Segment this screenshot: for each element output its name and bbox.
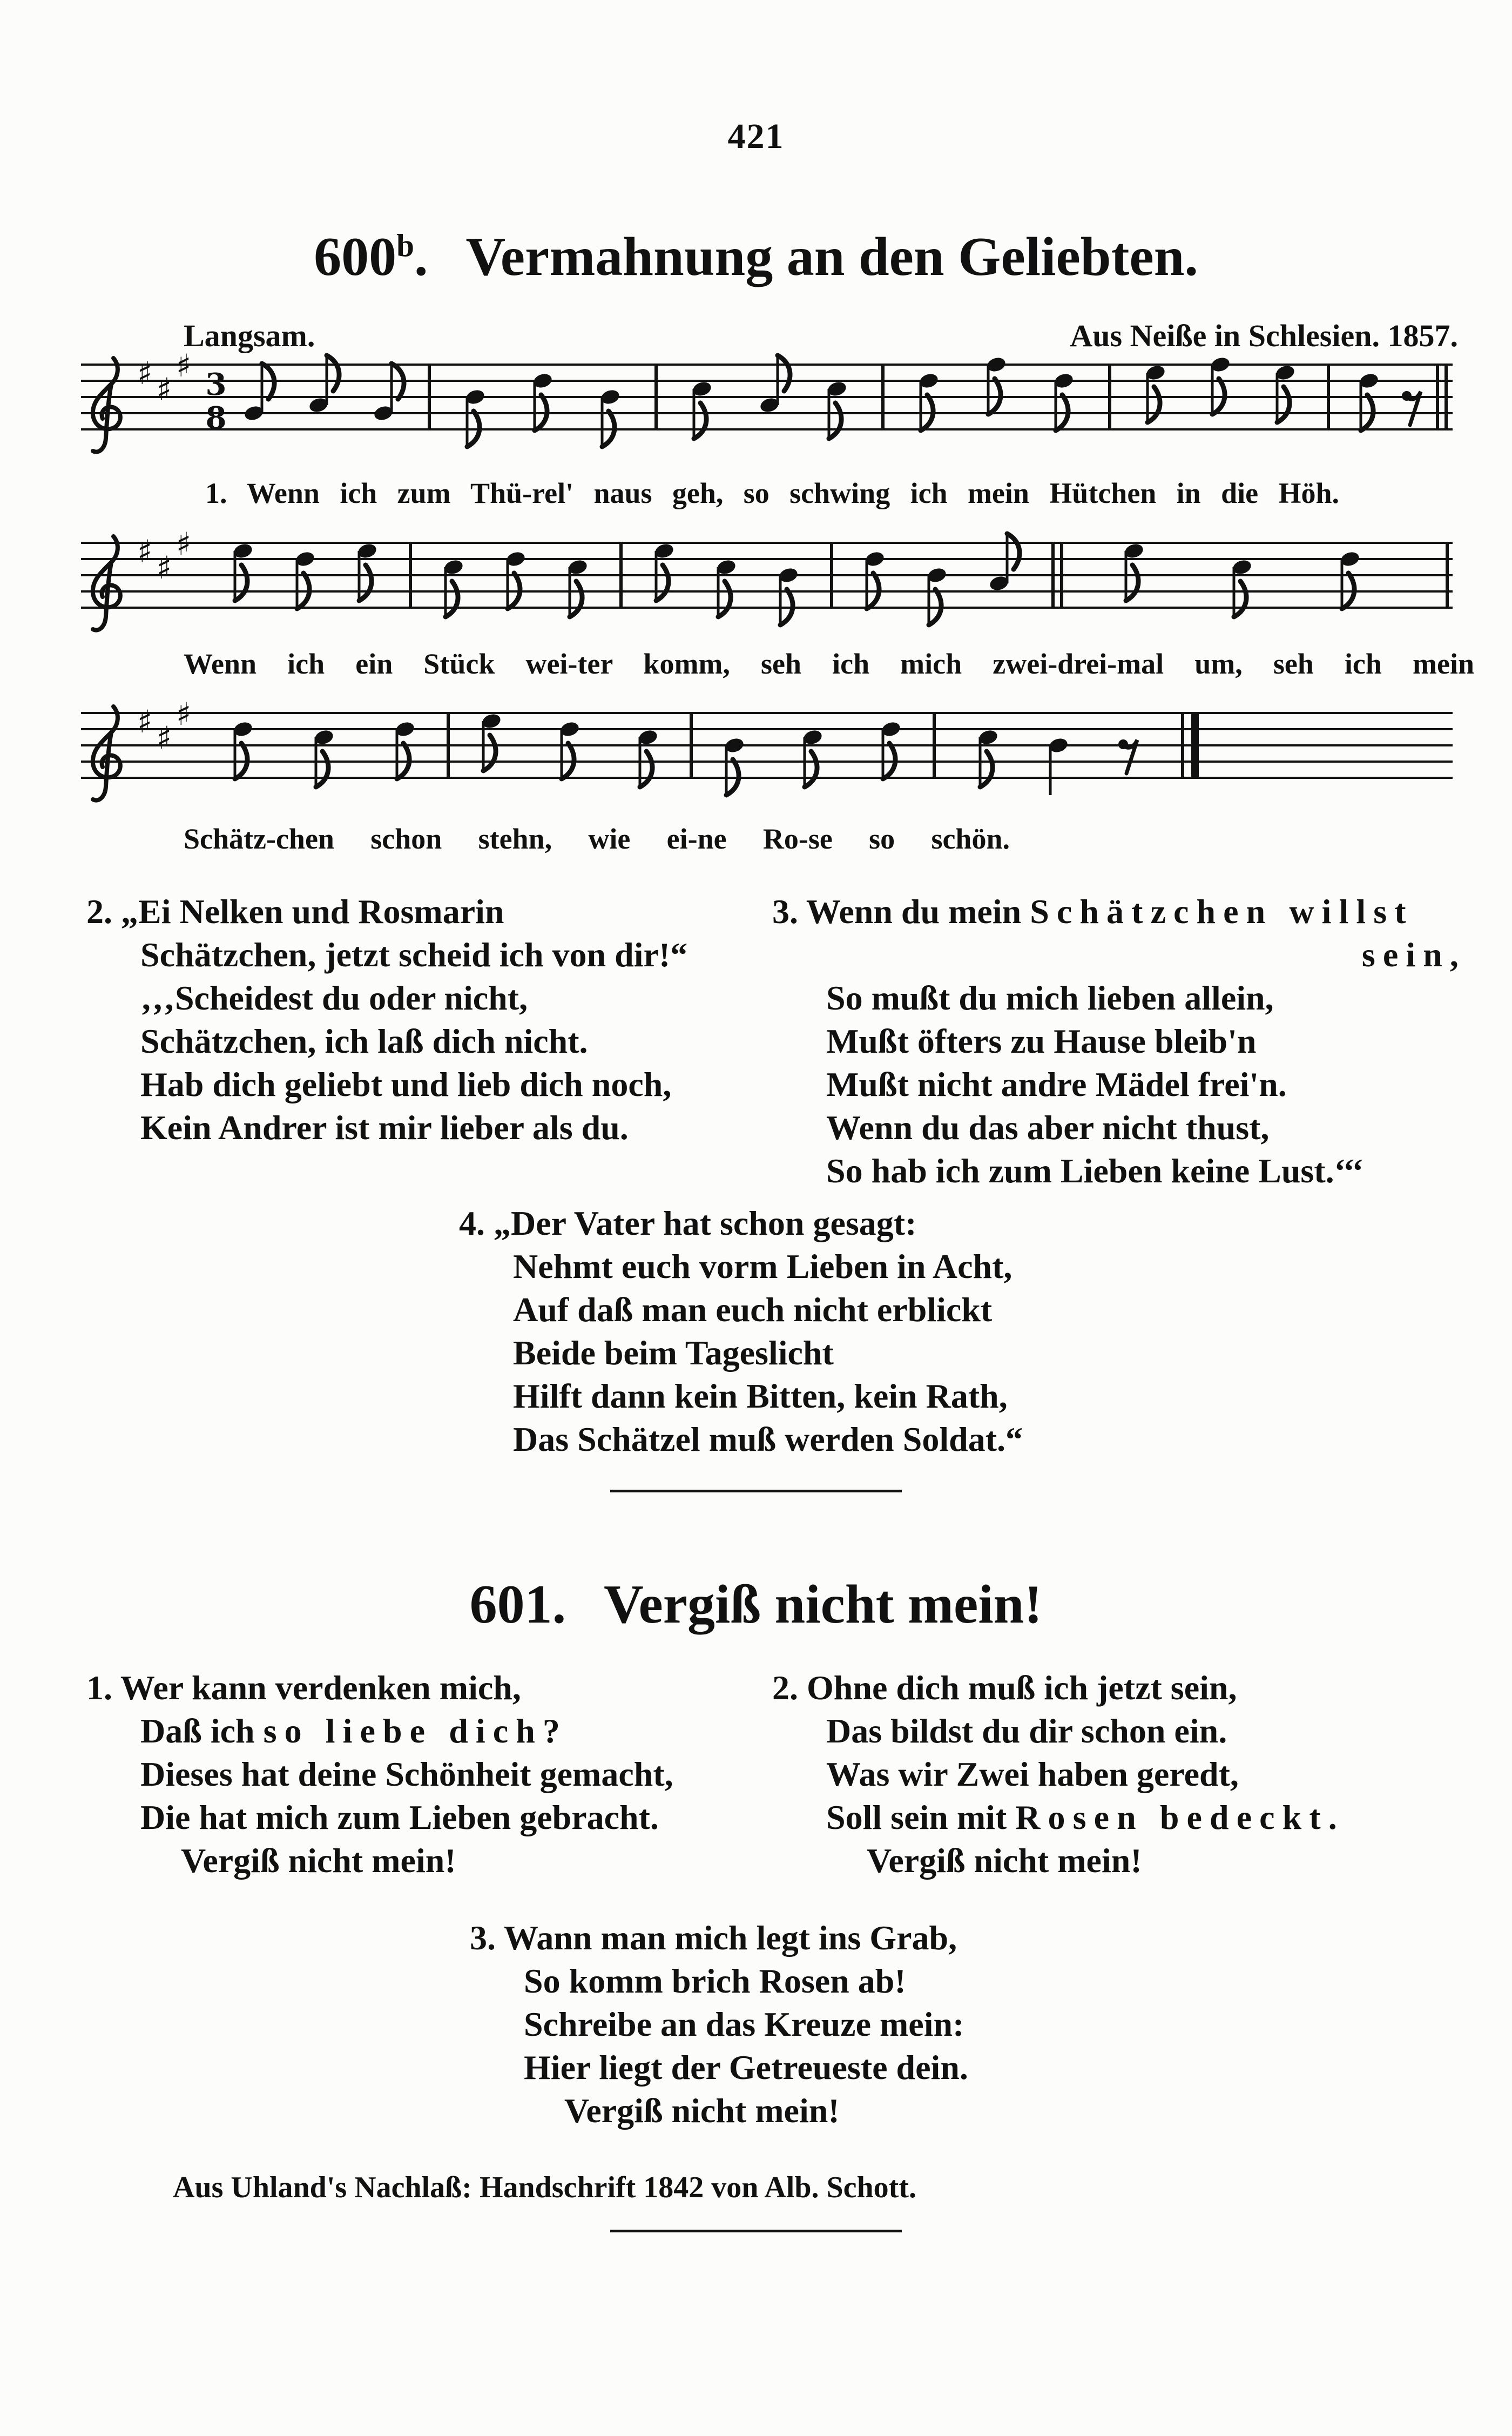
- svg-text:♯: ♯: [137, 703, 153, 740]
- staff3-lyrics: Schätz-chen schon stehn, wie ei-ne Ro-se so schön.: [184, 823, 1010, 855]
- music-staff-3: [81, 697, 1453, 821]
- verse-line: Die hat mich zum Lieben gebracht.: [140, 1798, 659, 1836]
- verse-line: Hier liegt der Getreueste dein.: [524, 2048, 968, 2087]
- section-divider: [610, 1490, 902, 1492]
- verse-line: ‚‚‚Scheidest du oder nicht,: [140, 979, 528, 1017]
- verse-line: So mußt du mich lieben allein,: [826, 979, 1274, 1017]
- song1-verse-columns: [86, 890, 1474, 1193]
- verse-line: 2. Ohne dich muß ich jetzt sein,: [772, 1668, 1237, 1707]
- verse-line: Hilft dann kein Bitten, kein Rath,: [513, 1377, 1008, 1415]
- verse-line: Schreibe an das Kreuze mein:: [524, 2005, 964, 2043]
- song2-number: 601.: [469, 1574, 566, 1635]
- verse-line: Kein Andrer ist mir lieber als du.: [140, 1108, 629, 1147]
- verse-line: Mußt nicht andre Mädel frei'n.: [826, 1065, 1287, 1103]
- verse-line: Das Schätzel muß werden Soldat.“: [513, 1420, 1023, 1458]
- verse-line: Wenn du das aber nicht thust,: [826, 1108, 1270, 1147]
- song1-title-text: Vermahnung an den Geliebten.: [465, 226, 1198, 287]
- verse-line: So komm brich Rosen ab!: [524, 1962, 906, 2000]
- verse-line: Hab dich geliebt und lieb dich noch,: [140, 1065, 672, 1103]
- verse-refrain: Vergiß nicht mein!: [181, 1841, 456, 1880]
- staff1-lyrics: 1. Wenn ich zum Thü-rel' naus geh, so schwing ich mein Hütchen in die Höh.: [205, 477, 1339, 509]
- song2-verse-columns: [86, 1666, 1474, 1882]
- verse-line: Daß ich so liebe dich?: [140, 1712, 568, 1750]
- svg-text:♯: ♯: [157, 371, 172, 408]
- verse-line: Dieses hat deine Schönheit gemacht,: [140, 1755, 673, 1793]
- tempo-marking: Langsam.: [184, 318, 315, 353]
- page-number: 421: [727, 117, 785, 156]
- verse-line: Auf daß man euch nicht erblickt: [513, 1290, 993, 1329]
- verse-line: Nehmt euch vorm Lieben in Acht,: [513, 1247, 1013, 1286]
- verse-line: Das bildst du dir schon ein.: [826, 1712, 1227, 1750]
- song2-title-text: Vergiß nicht mein!: [604, 1574, 1043, 1635]
- verse-line: sein,: [1361, 936, 1466, 974]
- song1-number: 600$^b$.: [314, 226, 428, 287]
- verse-line: 2. „Ei Nelken und Rosmarin: [86, 892, 504, 931]
- svg-text:♯: ♯: [137, 355, 153, 392]
- verse-line: Beide beim Tageslicht: [513, 1334, 834, 1372]
- song2-verse-3: [470, 1916, 1237, 2132]
- verse-line: 3. Wann man mich legt ins Grab,: [470, 1919, 957, 1957]
- svg-text:8: 8: [205, 400, 227, 436]
- svg-text:♯: ♯: [176, 348, 192, 384]
- song1-verse-2: [86, 890, 761, 1193]
- provenance-note: Aus Uhland's Nachlaß: Handschrift 1842 von Alb. Schott.: [173, 2171, 916, 2204]
- verse-line: Was wir Zwei haben geredt,: [826, 1755, 1239, 1793]
- song2-verse-2: [772, 1666, 1474, 1882]
- svg-text:♯: ♯: [176, 527, 192, 562]
- verse-line: Schätzchen, jetzt scheid ich von dir!“: [140, 936, 688, 974]
- verse-line: So hab ich zum Lieben keine Lust.‘‘‘: [826, 1152, 1364, 1190]
- verse-line: 3. Wenn du mein Schätzchen willst: [772, 892, 1414, 931]
- verse-line: 1. Wer kann verdenken mich,: [86, 1668, 521, 1707]
- svg-text:♯: ♯: [157, 549, 172, 586]
- verse-line: 4. „Der Vater hat schon gesagt:: [459, 1204, 917, 1242]
- source-note: Aus Neiße in Schlesien. 1857.: [1070, 318, 1458, 353]
- music-staff-1: [81, 348, 1453, 473]
- svg-text:♯: ♯: [157, 719, 172, 756]
- verse-line: Schätzchen, ich laß dich nicht.: [140, 1022, 588, 1060]
- staff2-lyrics: Wenn ich ein Stück wei-ter komm, seh ich mich zwei-drei-mal um, seh ich mein: [184, 648, 1474, 680]
- svg-text:♯: ♯: [176, 697, 192, 732]
- verse-refrain: Vergiß nicht mein!: [867, 1841, 1142, 1880]
- song2-title: [0, 1574, 1512, 1635]
- song2-verse-1: [86, 1666, 761, 1882]
- svg-text:♯: ♯: [137, 533, 153, 570]
- svg-text:3: 3: [205, 367, 227, 402]
- song1-verse-4: [459, 1202, 1226, 1461]
- section-divider: [610, 2230, 902, 2232]
- song1-verse-3: [772, 890, 1474, 1193]
- song1-title: [0, 227, 1512, 287]
- verse-line: Soll sein mit Rosen bedeckt.: [826, 1798, 1345, 1836]
- verse-line: Mußt öfters zu Hause bleib'n: [826, 1022, 1257, 1060]
- music-staff-2: [81, 527, 1453, 651]
- verse-refrain: Vergiß nicht mein!: [564, 2091, 840, 2130]
